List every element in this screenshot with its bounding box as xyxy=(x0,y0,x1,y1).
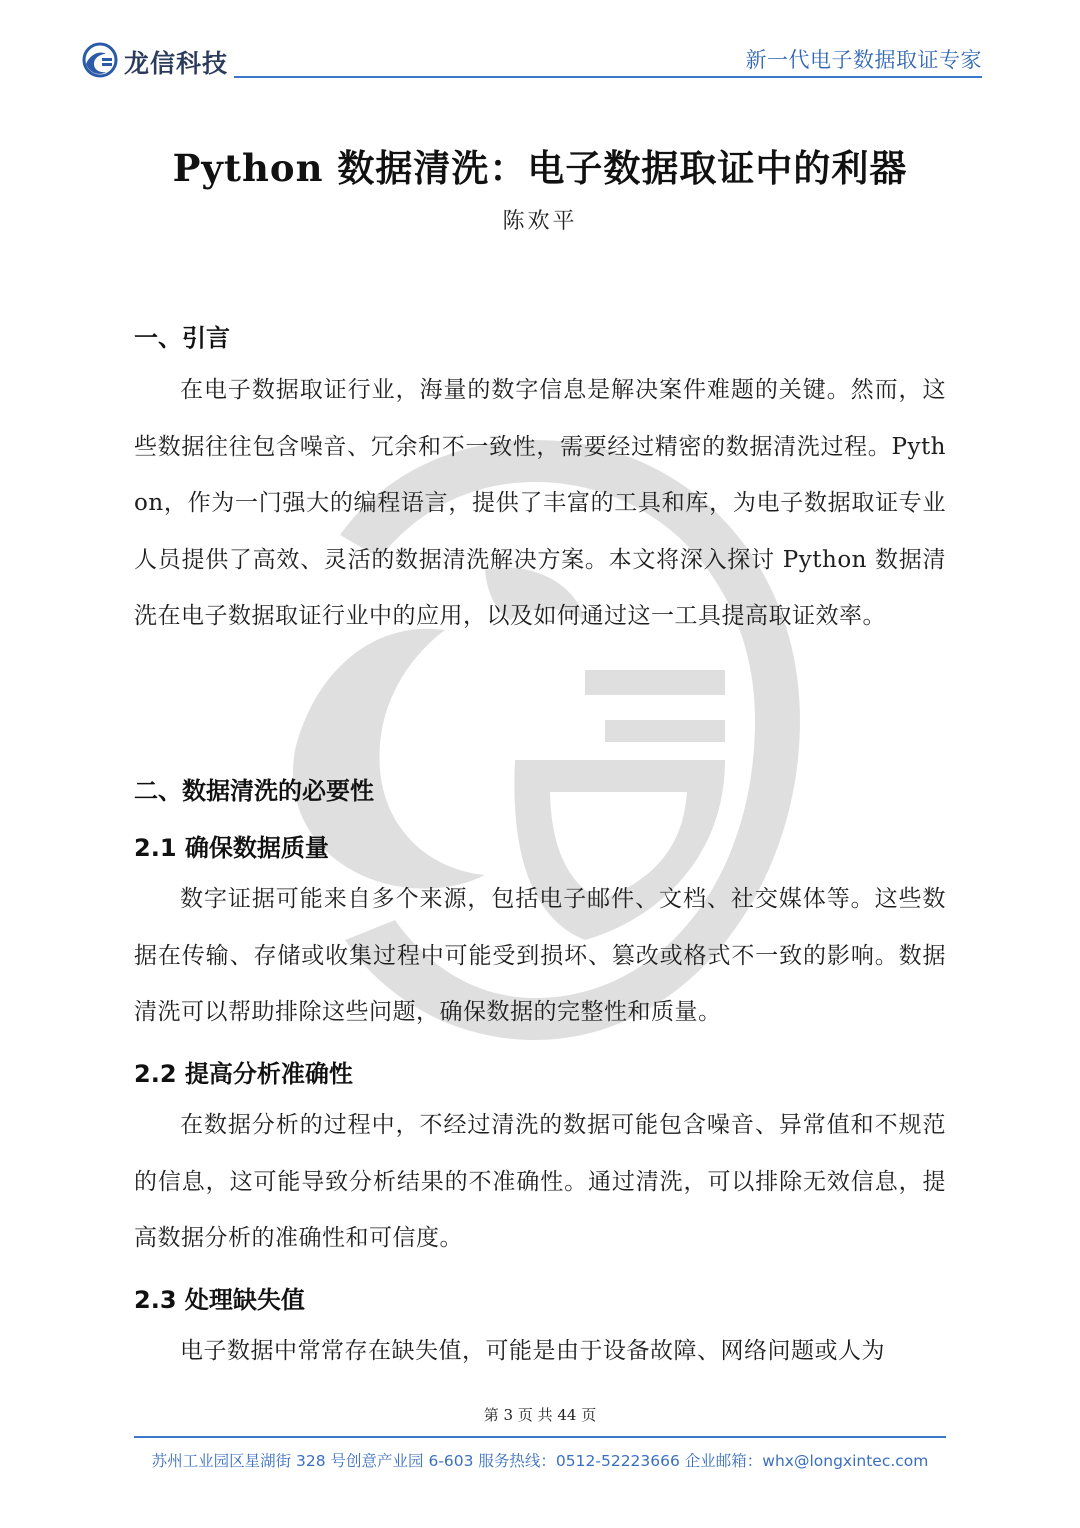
company-name: 龙信科技 xyxy=(124,49,229,78)
document-author: 陈欢平 xyxy=(502,209,578,234)
header-slogan: 新一代电子数据取证专家 xyxy=(745,48,982,72)
subsection-heading-2-3: 2.3 处理缺失值 xyxy=(134,1286,305,1314)
paragraph-2-1: 数字证据可能来自多个来源，包括电子邮件、文档、社交媒体等。这些数据在传输、存储或收集过程中可能受到损坏、篡改或格式不一致的影响。数据清洗可以帮助排除这些问题，确保数据的完整性和质量。 xyxy=(134,886,946,1025)
header-divider xyxy=(234,76,982,78)
paragraph-intro: 在电子数据取证行业，海量的数字信息是解决案件难题的关键。然而，这些数据往往包含噪音、冗余和不一致性，需要经过精密的数据清洗过程。Python，作为一门强大的编程语言，提供了丰富的工具和库，为电子数据取证专业人员提供了高效、灵活的数据清洗解决方案。本文将深入探讨 Python 数据清洗在电子数据取证行业中的应用，以及如何通过这一工具提高取证效率。 xyxy=(134,377,946,629)
page-header xyxy=(80,38,982,82)
subsection-heading-2-1: 2.1 确保数据质量 xyxy=(134,834,329,862)
footer-contact: 苏州工业园区星湖街 328 号创意产业园 6-603 服务热线：0512-52223666 企业邮箱：whx@longxintec.com xyxy=(151,1452,929,1470)
page-number: 第 3 页 共 44 页 xyxy=(483,1406,597,1424)
paragraph-2-2: 在数据分析的过程中，不经过清洗的数据可能包含噪音、异常值和不规范的信息，这可能导致分析结果的不准确性。通过清洗，可以排除无效信息，提高数据分析的准确性和可信度。 xyxy=(134,1112,946,1251)
section-heading-intro: 一、引言 xyxy=(134,324,230,352)
document-title: Python 数据清洗：电子数据取证中的利器 xyxy=(172,146,908,190)
longxin-logo-icon xyxy=(80,42,120,78)
footer-divider xyxy=(134,1436,946,1438)
subsection-heading-2-2: 2.2 提高分析准确性 xyxy=(134,1060,353,1088)
section-heading-necessity: 二、数据清洗的必要性 xyxy=(134,777,374,805)
paragraph-2-3: 电子数据中常常存在缺失值，可能是由于设备故障、网络问题或人为 xyxy=(180,1338,885,1364)
